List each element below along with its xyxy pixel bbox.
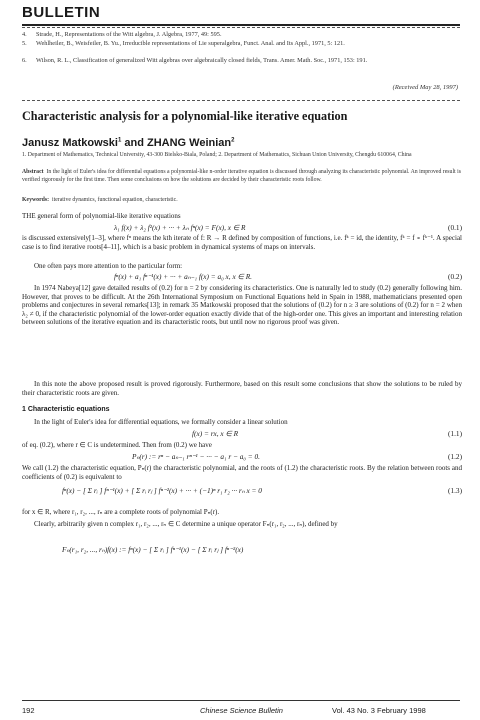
equation-number: (0.1) (448, 223, 462, 232)
page-number: 192 (22, 706, 35, 715)
paragraph: Clearly, arbitrarily given n complex r₁, r₂, ..., rₙ ∈ C determine a unique operator Fₙ(r₁, r₂, ..., rₙ), defined by (34, 520, 338, 528)
paragraph: for x ∈ R, where r₁, r₂, ..., rₙ are a complete roots of polynomial Pₙ(r). (22, 508, 220, 516)
author-name: ZHANG Weinian (147, 137, 232, 149)
paragraph: of eq. (0.2), where r ∈ C is undetermined. Then from (0.2) we have (22, 441, 212, 449)
keywords: Keywords: iterative dynamics, functional equation, characteristic. (22, 197, 178, 203)
equation: f(x) = rx, x ∈ R (1.1) (192, 429, 462, 438)
equation: Fₙ(r₁, r₂, ..., rₙ)f(x) := fⁿ(x) − [ Σ rᵢ ] fⁿ⁻¹(x) − [ Σ rᵢ rⱼ ] fⁿ⁻²(x) (62, 545, 244, 554)
equation: fⁿ(x) + a₁ fⁿ⁻¹(x) + ··· + aₙ₋₁ f(x) = a₀ x, x ∈ R. (0.2) (114, 272, 462, 281)
equation-number: (0.2) (448, 272, 462, 281)
section-heading: 1 Characteristic equations (22, 406, 110, 413)
equation-number: (1.3) (448, 486, 462, 495)
reference-item: 4. Strade, H., Representations of the Witt algebra, J. Algebra, 1977, 49: 595. (22, 31, 222, 38)
equation: λ₁ f(x) + λ₂ f²(x) + ··· + λₙ fⁿ(x) = F(x), x ∈ R (0.1) (114, 223, 462, 232)
paragraph: In the light of Euler's idea for differential equations, we formally consider a linear solution (34, 418, 288, 426)
paragraph: One often pays more attention to the particular form: (34, 262, 183, 270)
abstract: Abstract In the light of Euler's idea for differential equations a polynomial-like n-order iterative equation is discussed through analyzing its characteristic polynomial. An improved result is verified rigorously for the first time. Then some conclusions on how the solutions are decided by their characteristic roots follow. (22, 169, 461, 183)
reference-item: 5. Wehlheiler, B., Weisfeiler, B. Yu., Irreducible representations of Lie superalgebra, Funct. Anal. and Its Appl., 1971, 5: 121. (22, 40, 345, 47)
header-subrule (22, 27, 460, 28)
issue-info: Vol. 43 No. 3 February 1998 (332, 706, 426, 715)
reference-item: 6. Wilson, R. L., Classification of generalized Witt algebras over algebraically closed fields, Trans. Amer. Math. Soc., 1971, 153: 191. (22, 57, 368, 64)
equation: Pₙ(r) := rⁿ − aₙ₋₁ rⁿ⁻¹ − ··· − a₁ r − a₀ = 0. (1.2) (132, 452, 462, 461)
paragraph: is discussed extensively[1–3], where fⁿ means the kth iterate of f: R → R defined by composition of functions, i.e. fᵏ = id, the identity, fᵏ = f ∘ fᵏ⁻¹. A special case is to find iterative roots[4–11], which is a basic problem in dynamical systems of maps on intervals. (22, 234, 462, 251)
journal-name: Chinese Science Bulletin (200, 706, 283, 715)
paragraph: In 1974 Nabeya[12] gave detailed results of (0.2) for n = 2 by considering its characteristics. One is naturally led to study (0.2) generally following him. However, that proves to be difficult. At the 26th International Symposium on Functional Equations held in Spain in 1988, mathematicians presented open problems and conjectures in several remarks[13]; in remark 35 Matkowski proposed that the solutions of (0.2) for n ≥ 3 are solutions of (0.2) for n = 2 when λ₂ ≠ 0, if the characteristic polynomial of the lower-order equation exactly divide that of the high-order one. This gives an important and interesting relation between solutions of the iterative equation and its characteristic roots, but until now no rigorous proof was given. (22, 284, 462, 327)
author-line: Janusz Matkowski$^1$ and ZHANG Weinian$^2$ (22, 137, 235, 149)
paragraph: We call (1.2) the characteristic equation, Pₙ(r) the characteristic polynomial, and the roots of (1.2) the characteristic roots. By the relation between roots and coefficients of (0.2) is equivalent to (22, 464, 462, 481)
footer-rule (22, 700, 460, 701)
paper-title: Characteristic analysis for a polynomial-like iterative equation (22, 109, 348, 123)
affiliation: 1. Department of Mathematics, Technical University, 43-300 Bielsko-Biala, Poland; 2. Department of Mathematics, Sichuan Union University, Chengdu 610064, China (22, 152, 412, 158)
received-date: (Received May 28, 1997) (392, 84, 458, 91)
equation-number: (1.1) (448, 429, 462, 438)
section-divider (22, 100, 460, 101)
bulletin-header: BULLETIN (22, 4, 101, 21)
paragraph: In this note the above proposed result is proved rigorously. Furthermore, based on this result some conclusions that show the solutions to be ruled by their characteristic roots are given. (22, 380, 462, 397)
paragraph: THE general form of polynomial-like iterative equations (22, 212, 181, 220)
equation: fⁿ(x) − [ Σ rᵢ ] fⁿ⁻¹(x) + [ Σ rᵢ rⱼ ] fⁿ⁻²(x) + ··· + (−1)ⁿ r₁ r₂ ··· rₙ x = 0 (1.3) (62, 486, 462, 495)
header-rule (22, 24, 460, 26)
equation-number: (1.2) (448, 452, 462, 461)
author-name: Janusz Matkowski (22, 137, 118, 149)
